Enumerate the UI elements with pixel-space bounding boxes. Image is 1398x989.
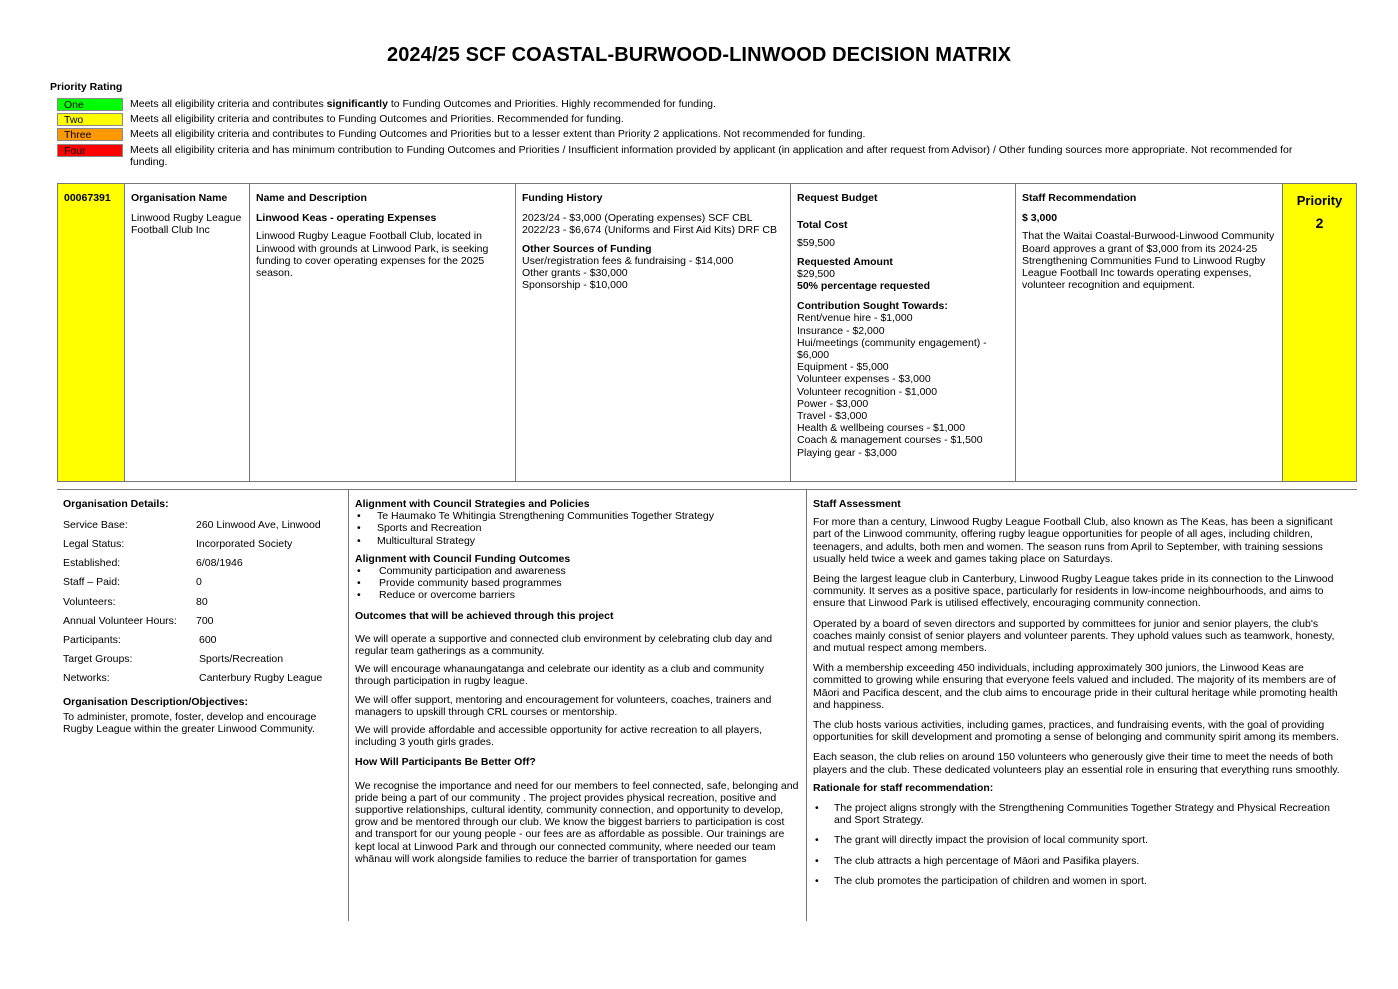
staff-recommendation-amount: $ 3,000: [1022, 212, 1058, 225]
strategy-item: • Sports and Recreation: [355, 522, 801, 534]
page-title: 2024/25 SCF COASTAL-BURWOOD-LINWOOD DECISION MATRIX: [386, 44, 1012, 66]
org-detail-value: 6/08/1946: [196, 557, 243, 569]
legend-desc-text: to Funding Outcomes and Priorities. Highly recommended for funding.: [387, 98, 716, 110]
outcome-item: • Community participation and awareness: [355, 565, 801, 577]
percentage-requested: 50% percentage requested: [797, 280, 931, 293]
project-name: Linwood Keas - operating Expenses: [256, 212, 437, 225]
description-header: Name and Description: [256, 192, 367, 204]
funding-history-item: 2022/23 - $6,674 (Uniforms and First Aid Kits) DRF CB: [522, 224, 778, 237]
assessment-paragraph: With a membership exceeding 450 individuals, including approximately 300 juniors, the Linwood Keas are committed to growing while ensuring that everyone feels valued and included. The majority of its members are of Māori and Pacifica descent, and the club aims to encourage pride in their cultural heritage while promoting health and happiness.: [813, 662, 1338, 711]
total-cost-value: $59,500: [797, 237, 835, 250]
contribution-item: $6,000: [797, 349, 830, 362]
requested-amount-label: Requested Amount: [797, 255, 893, 268]
other-source-item: Sponsorship - $10,000: [522, 279, 628, 292]
strategy-item: • Te Haumako Te Whitingia Strengthening Communities Together Strategy: [355, 510, 801, 522]
legend-desc-text: Meets all eligibility criteria and contributes to Funding Outcomes and Priorities. Recommended for funding.: [130, 113, 624, 125]
contribution-item: Hui/meetings (community engagement) -: [797, 336, 987, 349]
contribution-item: Volunteer recognition - $1,000: [797, 385, 938, 398]
legend-desc-text: Meets all eligibility criteria and contributes: [130, 98, 327, 110]
strategies-list: [355, 510, 801, 547]
requested-amount-value: $29,500: [797, 267, 835, 280]
contribution-list: [797, 312, 1009, 458]
funding-history-header: Funding History: [522, 192, 603, 204]
better-off-text: We recognise the importance and need for our members to feel connected, safe, belonging and pride being a part of our community . The project provides physical recreation, positive and supportive relationships, cultural identity, community connection, and opportunity to develop, grow and be mentored through our club. We know the biggest barriers to participation is cost and transport for our young people - our fees are as affordable as possible. Our trainings are kept local at Linwood Park and through our connected community, where needed our team whānau will work alongside families to reduce the barrier of transportation for games: [355, 779, 799, 865]
org-description-header: Organisation Description/Objectives:: [63, 696, 248, 708]
org-description: To administer, promote, foster, develop and encourage Rugby League within the greater Linwood Community.: [63, 711, 317, 736]
outcome-item: • Reduce or overcome barriers: [355, 589, 801, 601]
legend-swatch: One: [57, 98, 123, 111]
funding-history-list: [522, 212, 784, 236]
project-description: Linwood Rugby League Football Club, located in Linwood with grounds at Linwood Park, is seeking funding to cover operating expenses for the 2025 season.: [256, 230, 489, 280]
rationale-header: Rationale for staff recommendation:: [813, 781, 994, 794]
other-source-item: Other grants - $30,000: [522, 267, 628, 280]
contribution-item: Insurance - $2,000: [797, 324, 885, 337]
org-detail-label: Target Groups:: [63, 653, 133, 665]
funding-history-cell: [516, 184, 791, 481]
outcomes-list: [355, 565, 801, 602]
rationale-item: • The project aligns strongly with the Strengthening Communities Together Strategy and Physical Recreation and Sport Strategy.: [813, 802, 1349, 826]
organisation-cell: [125, 184, 250, 481]
org-detail-label: Participants:: [63, 634, 121, 646]
org-detail-label: Networks:: [63, 672, 110, 684]
achieved-header: Outcomes that will be achieved through this project: [355, 609, 614, 622]
org-name-header: Organisation Name: [131, 192, 228, 204]
section-divider: [57, 489, 1357, 490]
other-source-item: User/registration fees & fundraising - $14,000: [522, 254, 734, 267]
contribution-item: Playing gear - $3,000: [797, 446, 897, 459]
legend-description: [130, 144, 1320, 168]
application-id-cell: [58, 184, 125, 481]
org-detail-value: 80: [196, 596, 208, 608]
request-budget-cell: [791, 184, 1016, 481]
assessment-paragraph: Being the largest league club in Canterbury, Linwood Rugby League takes pride in its connection to the Linwood community. It serves as a positive space, particularly for residents in low-income neighbourhoods, and aims to ensure that Linwood Park is utilised effectively, encouraging community connection.: [813, 573, 1334, 610]
org-detail-label: Volunteers:: [63, 596, 116, 608]
better-off-header: How Will Participants Be Better Off?: [355, 756, 536, 769]
legend-swatch: Three: [57, 128, 123, 141]
outcomes-header: Alignment with Council Funding Outcomes: [355, 552, 571, 565]
priority-rating-label: Priority Rating: [50, 81, 123, 93]
org-detail-label: Legal Status:: [63, 538, 125, 550]
contribution-item: Power - $3,000: [797, 397, 869, 410]
legend-desc-text: Meets all eligibility criteria and contributes to Funding Outcomes and Priorities but to a lesser extent than Priority 2 applications. Not recommended for funding.: [130, 128, 866, 140]
rationale-item: • The club promotes the participation of children and women in sport.: [813, 875, 1349, 887]
assessment-paragraph: Each season, the club relies on around 150 volunteers who generously give their time to meet the needs of both players and the club. These dedicated volunteers play an essential role in ensuring that everything runs smoothly.: [813, 751, 1340, 776]
org-detail-value: 260 Linwood Ave, Linwood: [196, 519, 321, 531]
application-id: 00067391: [64, 192, 111, 204]
other-sources-header: Other Sources of Funding: [522, 242, 652, 255]
contribution-item: Rent/venue hire - $1,000: [797, 312, 913, 325]
org-detail-value: Incorporated Society: [196, 538, 293, 550]
strategies-header: Alignment with Council Strategies and Policies: [355, 498, 590, 510]
strategy-item: • Multicultural Strategy: [355, 535, 801, 547]
rationale-item: • The grant will directly impact the provision of local community sport.: [813, 834, 1349, 846]
org-detail-label: Annual Volunteer Hours:: [63, 615, 177, 627]
legend-desc-emphasis: significantly: [326, 98, 388, 110]
legend-description: [130, 128, 1320, 140]
description-cell: [250, 184, 516, 481]
legend-description: [130, 113, 1320, 125]
rationale-item: • The club attracts a high percentage of Māori and Pasifika players.: [813, 855, 1349, 867]
alignment-section: [355, 498, 801, 865]
total-cost-label: Total Cost: [797, 219, 848, 232]
funding-history-item: 2023/24 - $3,000 (Operating expenses) SCF CBL: [522, 212, 753, 225]
priority-value: 2: [1315, 215, 1324, 231]
achieved-item: We will provide affordable and accessible opportunity for active recreation to all players, including 3 youth girls grades.: [355, 724, 762, 749]
request-budget-header: Request Budget: [797, 192, 878, 204]
priority-label: Priority: [1296, 193, 1343, 208]
achieved-item: We will encourage whanaungatanga and celebrate our identity as a club and community through participation in rugby league.: [355, 663, 764, 688]
assessment-paragraph: For more than a century, Linwood Rugby League Football Club, also known as The Keas, has been a significant part of the Linwood community, offering rugby league opportunities for people of all ages, including children, teenagers, and adults, both men and women. The season runs from April to September, with training sessions usually held twice a week and games taking place on Saturdays.: [813, 516, 1333, 565]
org-name: Linwood Rugby League Football Club Inc: [131, 212, 242, 237]
priority-cell: [1283, 184, 1356, 481]
contribution-item: Volunteer expenses - $3,000: [797, 373, 931, 386]
legend-swatch: Four: [57, 144, 123, 157]
column-divider: [348, 489, 349, 921]
org-detail-label: Service Base:: [63, 519, 128, 531]
contribution-item: Coach & management courses - $1,500: [797, 434, 983, 447]
assessment-section: [813, 498, 1349, 895]
assessment-header: Staff Assessment: [813, 498, 901, 510]
application-row: [57, 183, 1357, 482]
org-detail-value: 0: [196, 576, 202, 588]
org-details-header: Organisation Details:: [63, 498, 169, 510]
contribution-sought-label: Contribution Sought Towards:: [797, 300, 948, 313]
org-detail-value: Sports/Recreation: [199, 653, 284, 665]
column-divider: [806, 489, 807, 921]
org-detail-value: 700: [196, 615, 214, 627]
org-detail-label: Established:: [63, 557, 121, 569]
contribution-item: Travel - $3,000: [797, 410, 868, 423]
rationale-list: [813, 802, 1349, 887]
achieved-item: We will operate a supportive and connected club environment by celebrating club day and regular team gatherings as a community.: [355, 632, 773, 658]
legend-swatch: Two: [57, 113, 123, 126]
staff-recommendation-header: Staff Recommendation: [1022, 192, 1137, 204]
contribution-item: Health & wellbeing courses - $1,000: [797, 422, 966, 435]
assessment-paragraph: Operated by a board of seven directors and supported by committees for junior and senior players, the club's coaches mainly consist of senior players and volunteer parents. They uphold values such as teamwork, honesty, and mutual respect among members.: [813, 617, 1335, 655]
org-detail-value: Canterbury Rugby League: [199, 672, 323, 684]
assessment-paragraph: The club hosts various activities, including games, practices, and fundraising events, with the goal of providing opportunities for skill development and promoting a sense of belonging and community spirit among its members.: [813, 719, 1339, 744]
legend-description: [130, 98, 1320, 110]
staff-recommendation-cell: [1016, 184, 1283, 481]
org-detail-label: Staff – Paid:: [63, 576, 121, 588]
staff-recommendation-text: That the Waitai Coastal-Burwood-Linwood Community Board approves a grant of $3,000 from its 2024-25 Strengthening Communities Fund to Linwood Rugby League Football Inc towards operating expenses, volunteer recognition and equipment.: [1022, 230, 1275, 292]
achieved-item: We will offer support, mentoring and encouragement for volunteers, coaches, trainers and managers to upskill through CRL courses or mentorship.: [355, 693, 772, 718]
contribution-item: Equipment - $5,000: [797, 361, 889, 374]
org-detail-value: 600: [199, 634, 217, 646]
legend-desc-text: Meets all eligibility criteria and has minimum contribution to Funding Outcomes and Priorities / Insufficient information provided by applicant (in application and after request from Advisor) / Other funding sources more appropriate. Not recommended for funding.: [130, 144, 1293, 169]
outcome-item: • Provide community based programmes: [355, 577, 801, 589]
